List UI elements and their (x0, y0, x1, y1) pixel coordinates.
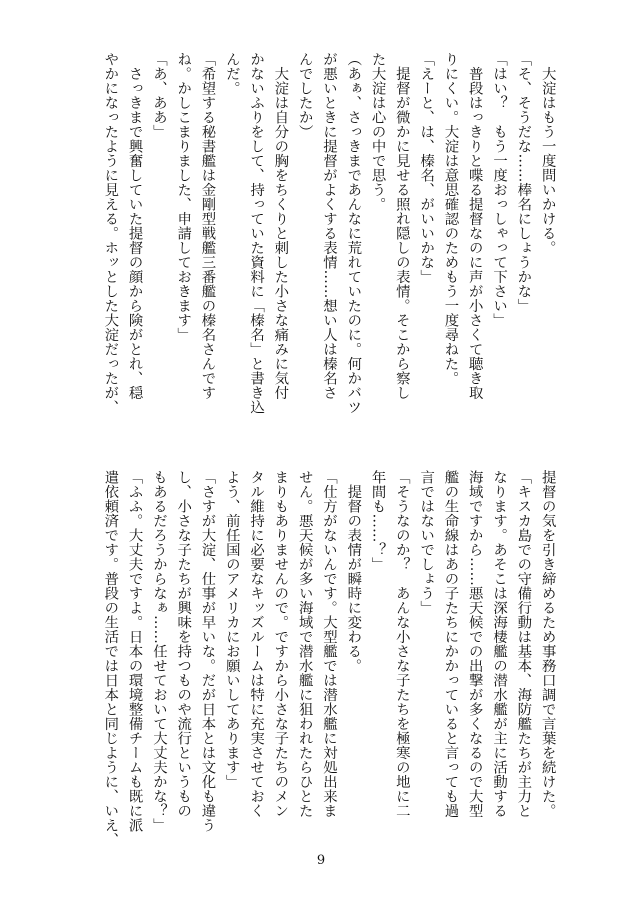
text-line: んでしたか） (296, 52, 313, 139)
text-line: 「そ、そうだな……棒名にしょうかな」 (515, 52, 532, 313)
text-line: 「そうなのか？ あんな小さな子たちを極寒の地に二 (393, 470, 410, 818)
text-line: し、小さな子たちが興味を持つものや流行というもの (175, 470, 192, 818)
text-line: 普段はっきりと喋る提督なのに声が小さくて聴き取 (466, 52, 483, 400)
text-line: んだ。 (223, 52, 240, 96)
text-line: 「はい？ もう一度おっしゃって下さい」 (491, 52, 508, 328)
text-line: 「さすが大淀、仕事が早いな。だが日本とは文化も違う (199, 470, 216, 833)
text-line: 提督が微かに見せる照れ隠しの表情。そこから察し (393, 52, 410, 400)
text-line: 「希望する秘書艦は金剛型戦艦三番艦の榛名さんです (199, 52, 216, 400)
text-line: タル維持に必要なキッズルームは特に充実させておく (248, 470, 265, 818)
text-line: 「ふふ。大丈夫ですよ。日本の環境整備チームも既に派 (126, 470, 143, 833)
text-line: よう、前任国のアメリカにお願いしてあります」 (223, 470, 240, 789)
text-line: 言ではないでしょう」 (418, 470, 435, 615)
text-line: 提督の気を引き締めるため事務口調で言葉を続けた。 (539, 470, 556, 818)
text-line: た大淀は心の中で思う。 (369, 52, 386, 212)
text-line: 艦の生命線はあの子たちにかかっていると言っても過 (442, 470, 459, 818)
page-number: 9 (316, 853, 326, 868)
text-line: まりもありませんので。ですから小さな子たちのメン (272, 470, 289, 818)
vertical-text-upper (98, 52, 560, 430)
text-line: 大淀は自分の胸をちくりと刺した小さな痛みに気付 (272, 52, 289, 400)
text-line: さっきまで興奮していた提督の顔から険がとれ、穏 (126, 52, 143, 400)
text-line: 提督の表情が瞬時に変わる。 (345, 470, 362, 673)
text-line: 「えーと、は、榛名、がいいかな」 (418, 52, 435, 284)
text-line: が悪いときに提督がよくする表情……想い人は榛名さ (320, 52, 337, 400)
text-line: やかになったように見える。ホッとした大淀だったが、 (102, 52, 119, 415)
text-line: （あぁ、さっきまであんなに荒れていたのに。何かバツ (345, 52, 362, 415)
vertical-text-lower (98, 470, 560, 848)
text-line: 「仕方がないんです。大型艦では潜水艦に対処出来ま (320, 470, 337, 818)
text-line: 大淀はもう一度問いかける。 (539, 52, 556, 255)
text-line: 遣依頼済です。普段の生活では日本と同じように、いえ、 (102, 470, 119, 847)
text-line: かないふりをして、持っていた資料に「榛名」と書き込 (248, 52, 265, 415)
text-line: なります。あそこは深海棲艦の潜水艦が主に活動する (491, 470, 508, 818)
text-line: 年間も……？」 (369, 470, 386, 572)
text-line: 海域ですから……悪天候での出撃が多くなるので大型 (466, 470, 483, 818)
text-line: せん。悪天候が多い海域で潜水艦に狙われたらひとた (296, 470, 313, 818)
text-line: もあるだろうからなぁ……任せておいて大丈夫かな？」 (150, 470, 167, 833)
text-line: りにくい。大淀は意思確認のためもう一度尋ねた。 (442, 52, 459, 386)
text-line: 「あ、ああ」 (150, 52, 167, 139)
text-block-upper (98, 52, 561, 430)
text-line: ね。かしこまりました、申請しておきます」 (175, 52, 192, 342)
text-block-lower (98, 470, 561, 848)
text-line: 「キスカ島での守備行動は基本、海防艦たちが主力と (515, 470, 532, 818)
